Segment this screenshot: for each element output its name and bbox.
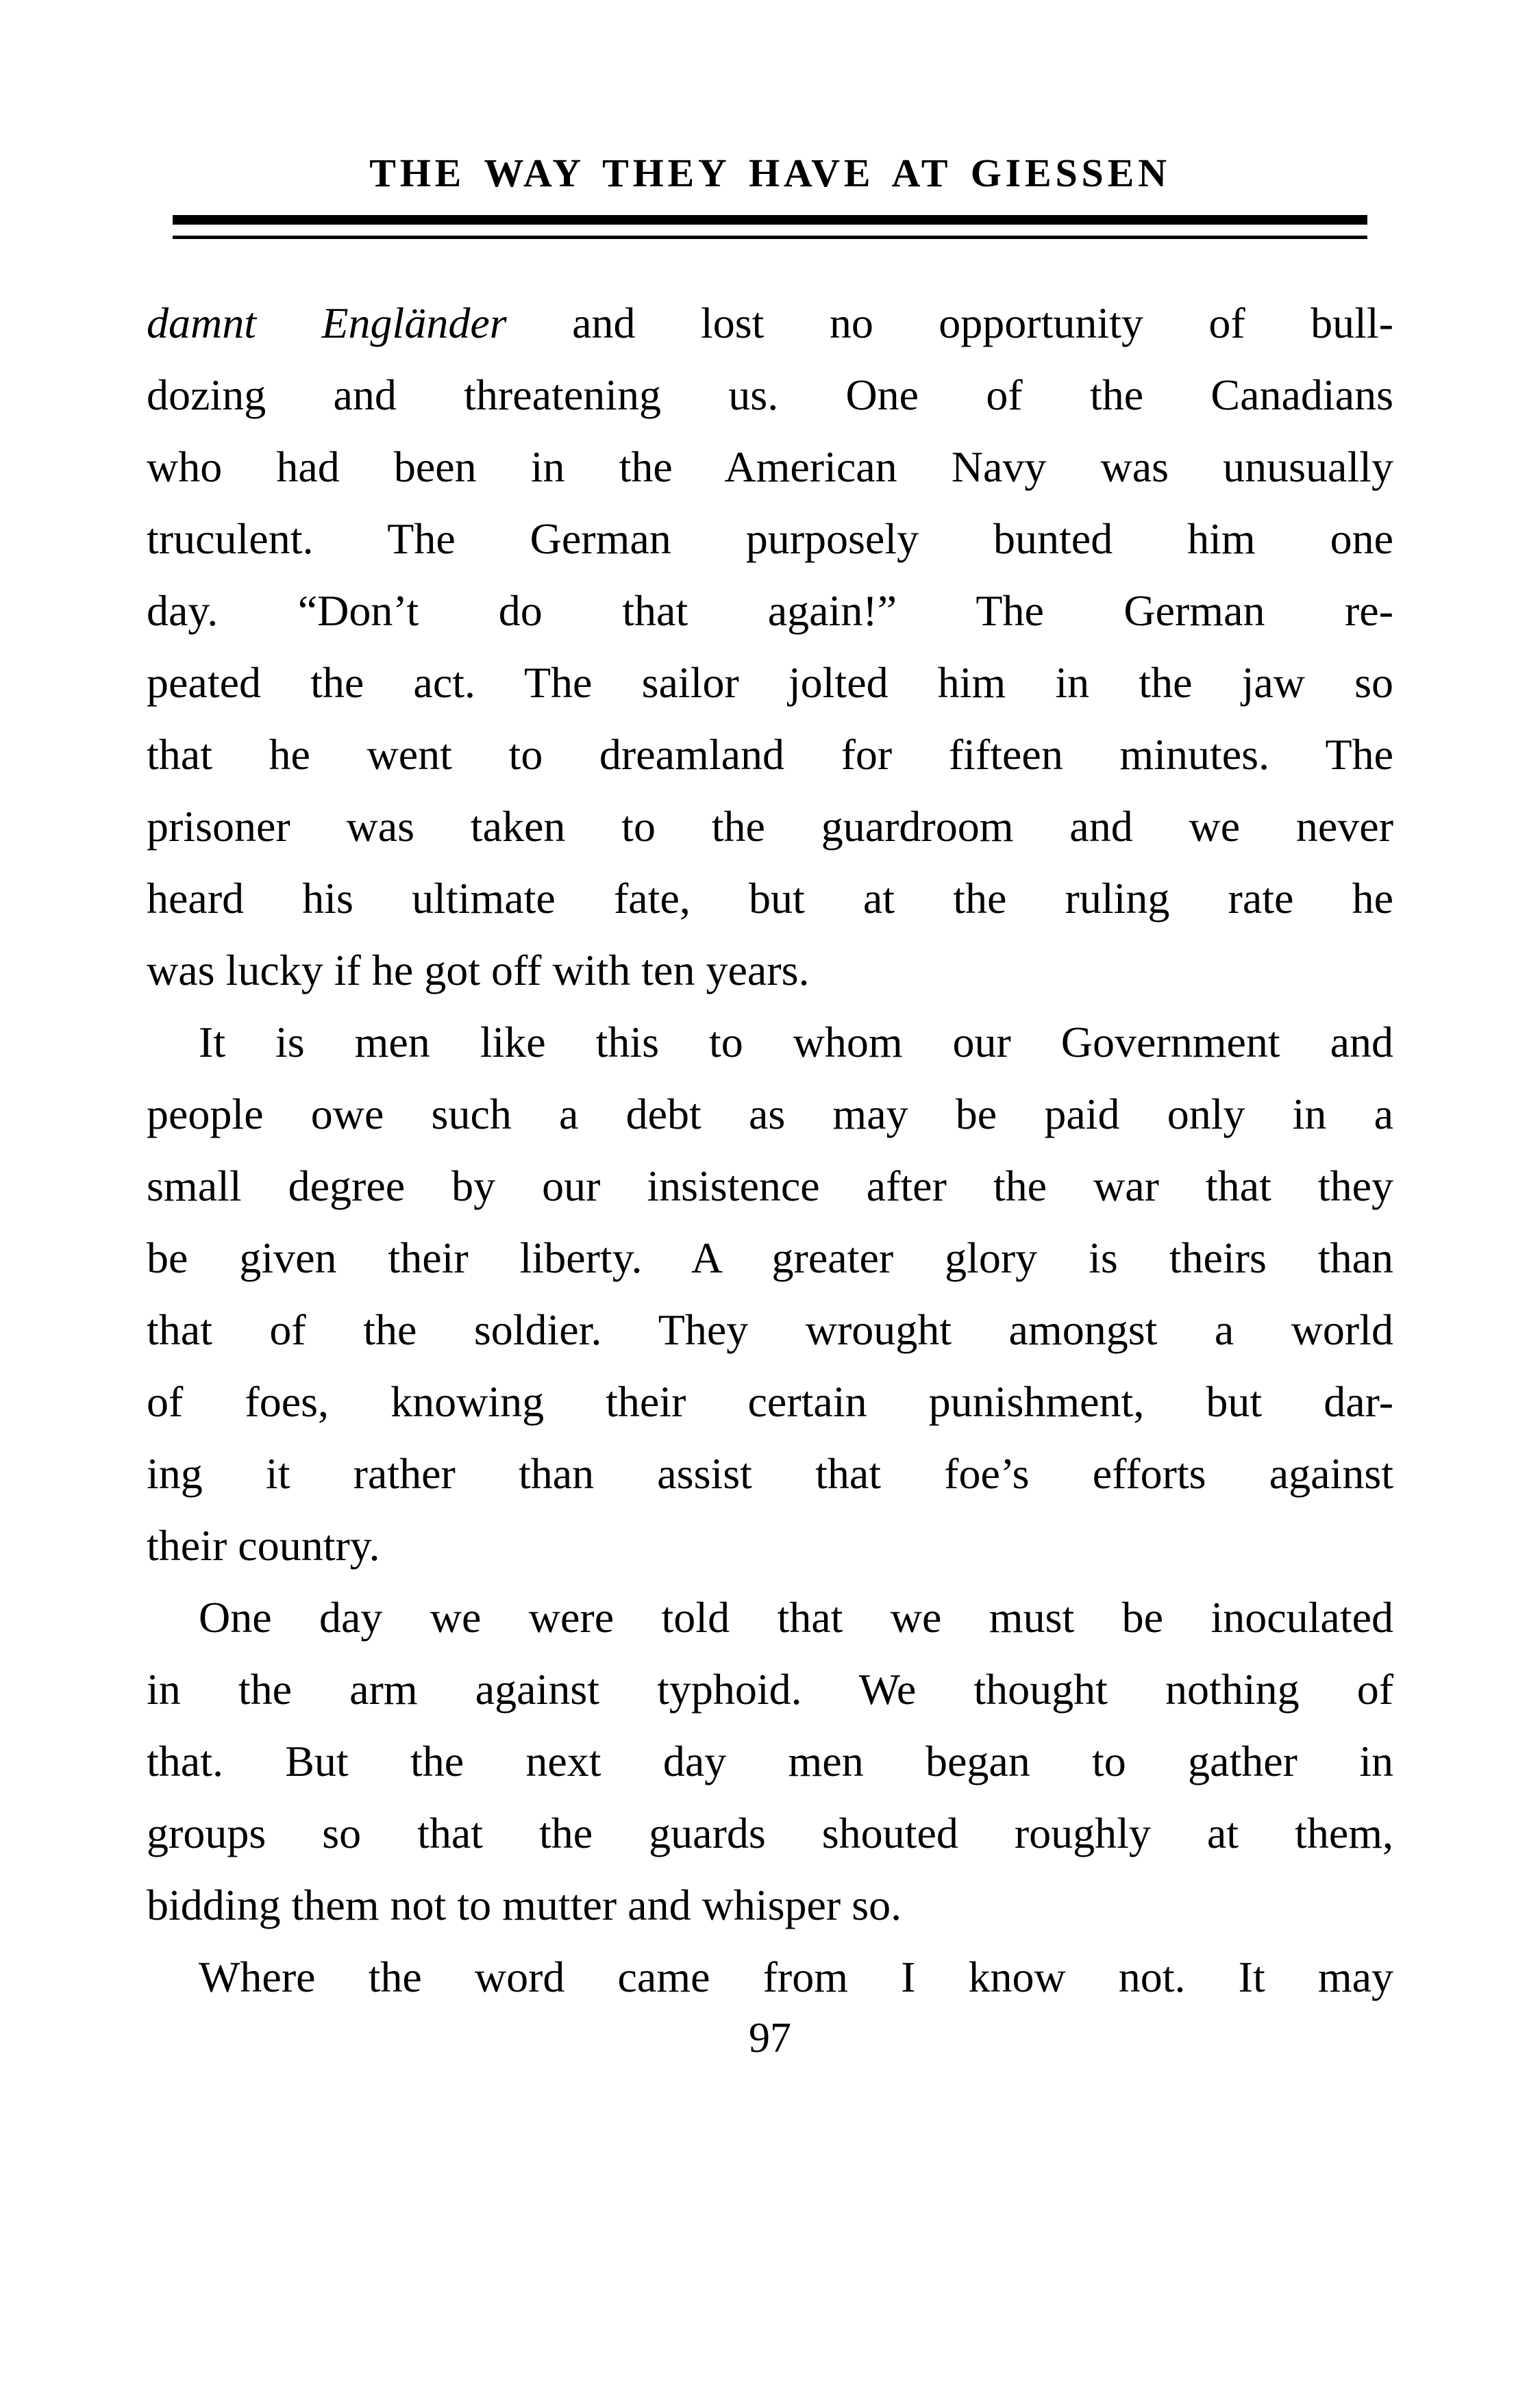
text-line bbox=[147, 431, 1393, 503]
text-line bbox=[147, 1294, 1393, 1366]
text-line bbox=[147, 1797, 1393, 1869]
header-rule bbox=[173, 215, 1367, 239]
text-line bbox=[147, 647, 1393, 718]
text-line bbox=[147, 1366, 1393, 1438]
text-run: Where the word came from I know not. It may bbox=[199, 1953, 1393, 2001]
text-run: people owe such a debt as may be paid only in a bbox=[147, 1090, 1393, 1138]
text-line bbox=[147, 575, 1393, 647]
text-run: small degree by our insistence after the war that they bbox=[147, 1162, 1393, 1210]
text-line bbox=[147, 1222, 1393, 1294]
header-rule-thick bbox=[173, 215, 1367, 225]
text-run: of foes, knowing their certain punishment, but dar- bbox=[147, 1377, 1393, 1426]
text-run: It is men like this to whom our Government and bbox=[199, 1018, 1393, 1066]
text-line bbox=[147, 1725, 1393, 1797]
text-run: One day we were told that we must be inoculated bbox=[199, 1593, 1393, 1642]
header-rule-thin bbox=[173, 236, 1367, 239]
text-run: truculent. The German purposely bunted him one bbox=[147, 514, 1393, 563]
text-run: their country. bbox=[147, 1521, 380, 1570]
text-line bbox=[147, 287, 1393, 359]
text-line bbox=[147, 1438, 1393, 1509]
text-line bbox=[147, 1150, 1393, 1222]
text-run: ing it rather than assist that foe’s efforts against bbox=[147, 1449, 1393, 1498]
text-run: that. But the next day men began to gather in bbox=[147, 1737, 1393, 1785]
text-line bbox=[147, 790, 1393, 862]
text-line bbox=[147, 1078, 1393, 1150]
text-line bbox=[147, 1869, 1393, 1941]
text-line bbox=[147, 718, 1393, 790]
text-run: peated the act. The sailor jolted him in the jaw so bbox=[147, 658, 1393, 707]
text-run: and lost no opportunity of bull- bbox=[506, 299, 1394, 347]
italic-run: damnt Engländer bbox=[147, 299, 507, 347]
text-run: in the arm against typhoid. We thought nothing of bbox=[147, 1665, 1393, 1714]
text-run: day. “Don’t do that again!” The German re- bbox=[147, 586, 1393, 635]
text-line bbox=[147, 1581, 1393, 1653]
text-run: bidding them not to mutter and whisper so. bbox=[147, 1881, 902, 1929]
text-run: that of the soldier. They wrought amongst a world bbox=[147, 1305, 1393, 1354]
running-header: THE WAY THEY HAVE AT GIESSEN bbox=[369, 151, 1171, 195]
text-line bbox=[147, 1941, 1393, 2013]
text-line bbox=[147, 1006, 1393, 1078]
text-line bbox=[147, 1509, 1393, 1581]
text-run: prisoner was taken to the guardroom and we never bbox=[147, 802, 1393, 851]
text-line bbox=[147, 1653, 1393, 1725]
page-number: 97 bbox=[749, 2015, 791, 2061]
text-line bbox=[147, 503, 1393, 575]
text-run: groups so that the guards shouted roughly at them, bbox=[147, 1809, 1393, 1857]
text-line bbox=[147, 862, 1393, 934]
body-text bbox=[147, 287, 1393, 2013]
text-run: be given their liberty. A greater glory is theirs than bbox=[147, 1233, 1393, 1282]
text-run: that he went to dreamland for fifteen minutes. The bbox=[147, 730, 1393, 779]
text-run: who had been in the American Navy was unusually bbox=[147, 442, 1393, 491]
text-run: heard his ultimate fate, but at the ruling rate he bbox=[147, 874, 1393, 923]
text-line bbox=[147, 934, 1393, 1006]
text-run: was lucky if he got off with ten years. bbox=[147, 946, 810, 994]
text-run: dozing and threatening us. One of the Canadians bbox=[147, 371, 1393, 419]
text-line bbox=[147, 359, 1393, 431]
